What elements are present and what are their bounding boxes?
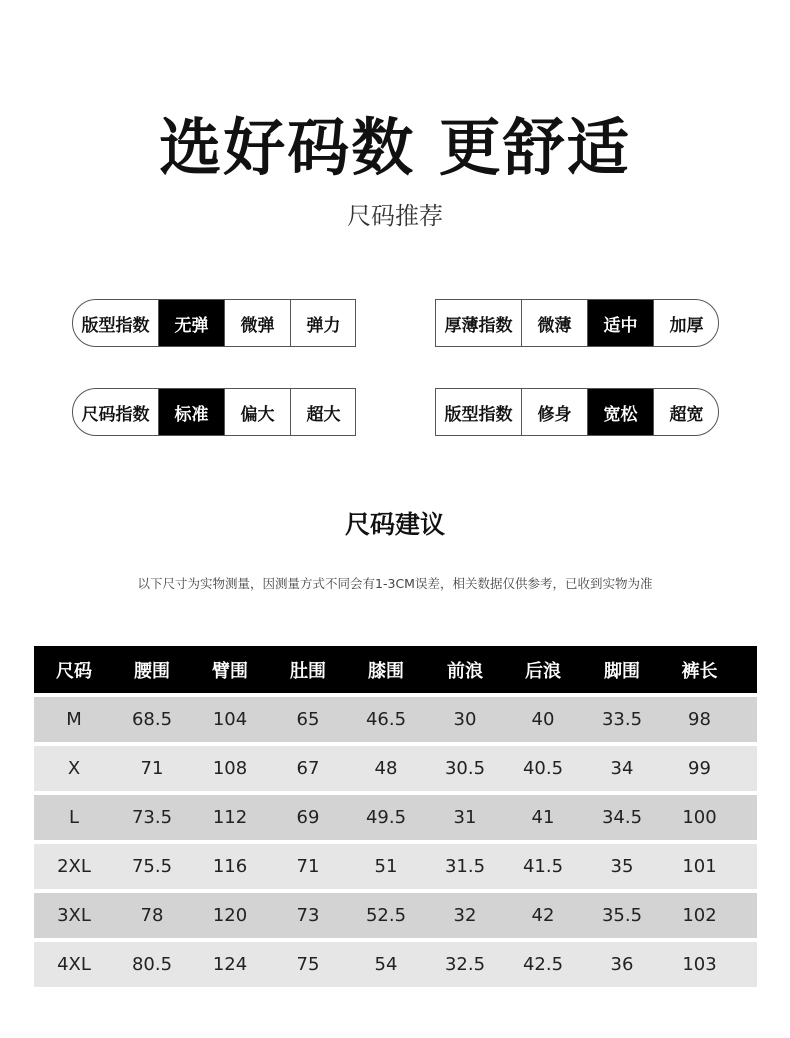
page-subtitle: 尺码推荐 bbox=[347, 202, 443, 230]
table-row bbox=[34, 697, 757, 742]
table-cell: 108 bbox=[212, 758, 248, 779]
table-cell: 31.5 bbox=[444, 856, 486, 877]
table-cell: 75 bbox=[296, 954, 320, 975]
table-cell: X bbox=[67, 758, 81, 779]
table-cell: 32.5 bbox=[444, 954, 486, 975]
index-option-selected: 标准 bbox=[158, 389, 224, 435]
table-cell: 32 bbox=[453, 905, 477, 926]
table-cell: 100 bbox=[682, 807, 717, 828]
table-cell: 75.5 bbox=[131, 856, 173, 877]
table-cell: 54 bbox=[374, 954, 398, 975]
size-section-title: 尺码建议 bbox=[344, 510, 445, 539]
size-table bbox=[34, 646, 757, 991]
table-header-cell: 腰围 bbox=[134, 660, 170, 682]
table-cell: 35 bbox=[610, 856, 634, 877]
table-cell: 65 bbox=[296, 709, 320, 730]
table-cell: 42 bbox=[531, 905, 555, 926]
table-cell: 48 bbox=[374, 758, 398, 779]
index-option: 弹力 bbox=[290, 300, 356, 346]
table-cell: 71 bbox=[296, 856, 320, 877]
table-row bbox=[34, 893, 757, 938]
table-cell: 4XL bbox=[57, 954, 91, 975]
table-row bbox=[34, 746, 757, 791]
table-cell: 80.5 bbox=[131, 954, 173, 975]
table-cell: 33.5 bbox=[601, 709, 643, 730]
table-cell: 73.5 bbox=[131, 807, 173, 828]
table-cell: 102 bbox=[682, 905, 717, 926]
table-cell: 116 bbox=[212, 856, 248, 877]
table-cell: 41.5 bbox=[522, 856, 564, 877]
table-cell: 69 bbox=[296, 807, 320, 828]
table-cell: 68.5 bbox=[131, 709, 173, 730]
table-header-cell: 臂围 bbox=[212, 660, 248, 682]
index-label: 尺码指数 bbox=[81, 404, 150, 425]
table-cell: 31 bbox=[453, 807, 477, 828]
index-box-fit-stretch bbox=[72, 299, 356, 347]
table-row bbox=[34, 795, 757, 840]
index-option: 偏大 bbox=[224, 389, 290, 435]
page-title: 选好码数 更舒适 bbox=[159, 111, 631, 184]
table-cell: 40 bbox=[531, 709, 555, 730]
table-cell: 71 bbox=[140, 758, 164, 779]
table-cell: 34.5 bbox=[601, 807, 643, 828]
index-option: 加厚 bbox=[653, 300, 719, 346]
table-cell: 73 bbox=[296, 905, 320, 926]
index-label: 版型指数 bbox=[444, 404, 513, 425]
table-cell: 36 bbox=[610, 954, 634, 975]
table-cell: 46.5 bbox=[365, 709, 407, 730]
index-box-fit-width bbox=[435, 388, 719, 436]
index-label: 版型指数 bbox=[81, 315, 150, 336]
table-cell: 104 bbox=[212, 709, 248, 730]
table-cell: 35.5 bbox=[601, 905, 643, 926]
index-option: 修身 bbox=[521, 389, 587, 435]
measurement-note: 以下尺寸为实物测量，因测量方式不同会有1-3CM误差，相关数据仅供参考，已收到实物为准 bbox=[137, 576, 653, 591]
table-header-cell: 前浪 bbox=[447, 660, 483, 682]
index-option: 微薄 bbox=[521, 300, 587, 346]
table-cell: 49.5 bbox=[365, 807, 407, 828]
index-option-selected: 无弹 bbox=[158, 300, 224, 346]
table-row bbox=[34, 844, 757, 889]
table-cell: 98 bbox=[688, 709, 711, 730]
index-option-selected: 宽松 bbox=[587, 389, 653, 435]
table-cell: 42.5 bbox=[522, 954, 564, 975]
table-cell: 2XL bbox=[57, 856, 91, 877]
index-option: 微弹 bbox=[224, 300, 290, 346]
table-cell: M bbox=[66, 709, 82, 730]
index-option: 超大 bbox=[290, 389, 356, 435]
table-cell: 103 bbox=[682, 954, 717, 975]
table-cell: 3XL bbox=[57, 905, 91, 926]
table-cell: 51 bbox=[374, 856, 398, 877]
index-option: 超宽 bbox=[653, 389, 719, 435]
table-cell: 52.5 bbox=[365, 905, 407, 926]
table-cell: 124 bbox=[212, 954, 248, 975]
table-header-row bbox=[34, 646, 757, 693]
table-header-cell: 脚围 bbox=[604, 660, 640, 682]
table-cell: 101 bbox=[682, 856, 717, 877]
index-box-thickness bbox=[435, 299, 719, 347]
table-header-cell: 膝围 bbox=[368, 660, 404, 682]
table-cell: 30 bbox=[453, 709, 477, 730]
table-cell: 34 bbox=[610, 758, 634, 779]
table-header-cell: 尺码 bbox=[56, 660, 92, 682]
table-cell: 40.5 bbox=[522, 758, 564, 779]
index-label: 厚薄指数 bbox=[444, 315, 513, 336]
index-option-selected: 适中 bbox=[587, 300, 653, 346]
table-cell: 41 bbox=[531, 807, 555, 828]
table-header-cell: 肚围 bbox=[290, 660, 326, 682]
table-cell: L bbox=[68, 807, 80, 828]
table-row bbox=[34, 942, 757, 987]
table-cell: 67 bbox=[296, 758, 320, 779]
table-header-cell: 后浪 bbox=[525, 660, 561, 682]
index-box-size bbox=[72, 388, 356, 436]
table-cell: 99 bbox=[688, 758, 711, 779]
table-cell: 112 bbox=[212, 807, 248, 828]
table-cell: 120 bbox=[212, 905, 248, 926]
table-cell: 30.5 bbox=[444, 758, 486, 779]
table-header-cell: 裤长 bbox=[681, 660, 718, 682]
table-cell: 78 bbox=[140, 905, 164, 926]
